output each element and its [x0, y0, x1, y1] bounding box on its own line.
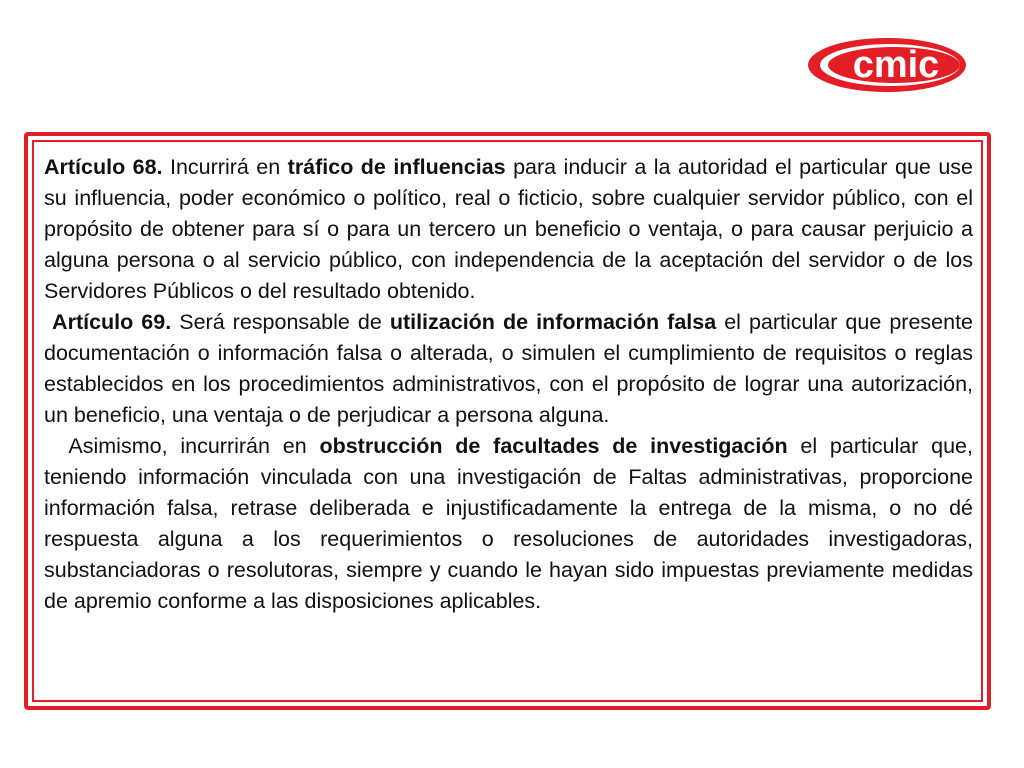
article-68-highlight: tráfico de influencias — [287, 155, 506, 179]
logo-text: cmic — [852, 44, 940, 86]
obstruction-post: el particular que, teniendo información vinculada con una investigación de Faltas administrativas, proporcione información falsa, retrase deliberada e injustificadamente la entrega de la misma, o no dé respuesta alguna a los requerimientos o resoluciones de autoridades investigadoras, substanciadoras o resolutoras, siempre y cuando le hayan sido impuestas previamente medidas de apremio conforme a las disposiciones aplicables. — [44, 434, 973, 613]
obstruction-pre: Asimismo, incurrirán en — [56, 434, 320, 458]
article-69-label: Artículo 69. — [52, 310, 172, 334]
article-frame — [24, 132, 991, 710]
article-69-pre: Será responsable de — [171, 310, 390, 334]
article-69-post: el particular que presente documentación o información falsa o alterada, o simulen el cumplimiento de requisitos o reglas establecidos en los procedimientos administrativos, con el propósito de lograr una autorización, un beneficio, una ventaja o de perjudicar a persona alguna. — [44, 310, 974, 427]
article-69-highlight: utilización de información falsa — [389, 310, 717, 334]
obstruction-indent — [44, 434, 57, 458]
article-68-label: Artículo 68. — [44, 155, 163, 179]
cmic-logo — [806, 36, 968, 94]
obstruction-highlight: obstrucción de facultades de investigación — [319, 434, 788, 458]
article-frame-inner — [32, 140, 983, 702]
obstruction-paragraph — [44, 431, 973, 617]
article-68-pre: Incurrirá en — [162, 155, 288, 179]
article-69-indent — [44, 310, 52, 334]
article-68-paragraph — [44, 152, 973, 307]
article-68-post: para inducir a la autoridad el particular que use su influencia, poder económico o político, real o ficticio, sobre cualquier servidor público, con el propósito de obtener para sí o para un tercero un beneficio o ventaja, o para causar perjuicio a alguna persona o al servicio público, con independencia de la aceptación del servidor o de los Servidores Públicos o del resultado obtenido. — [44, 155, 973, 303]
article-text — [44, 152, 973, 617]
article-69-paragraph — [44, 307, 973, 431]
